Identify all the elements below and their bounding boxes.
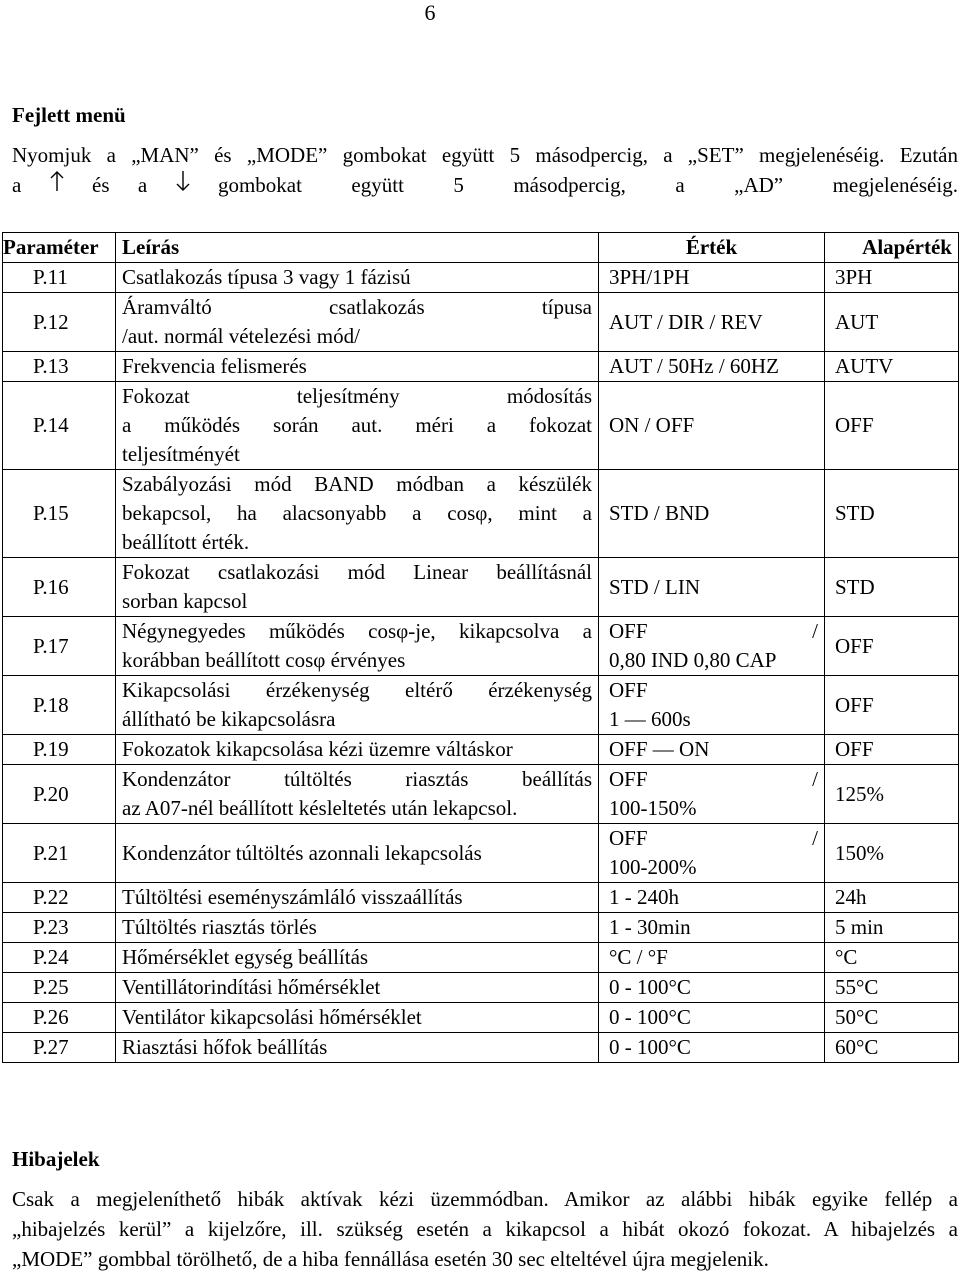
description-line: Szabályozási mód BAND módban a készülék: [122, 472, 592, 496]
description-cell: [116, 617, 599, 676]
param-cell: P.24: [3, 943, 116, 973]
table-row: [3, 943, 959, 973]
default-cell: 125%: [825, 765, 959, 824]
description-line: a működés során aut. méri a fokozat: [122, 413, 592, 437]
param-cell: P.17: [3, 617, 116, 676]
description-cell: [116, 1033, 599, 1063]
param-cell: P.14: [3, 382, 116, 470]
value-line: 100-200%: [609, 855, 697, 879]
default-cell: °C: [825, 943, 959, 973]
header-parameter: Paraméter: [3, 233, 116, 263]
default-cell: 60°C: [825, 1033, 959, 1063]
description-line: Fokozatok kikapcsolása kézi üzemre váltáskor: [122, 737, 513, 761]
table-row: [3, 382, 959, 470]
value-cell: [599, 617, 825, 676]
description-line: Kondenzátor túltöltés riasztás beállítás: [122, 767, 592, 791]
value-line: AUT / 50Hz / 60HZ: [609, 354, 779, 378]
table-row: [3, 1003, 959, 1033]
advanced-menu-instructions: [12, 140, 958, 200]
default-cell: AUT: [825, 293, 959, 352]
description-line: Ventillátorindítási hőmérséklet: [122, 975, 381, 999]
value-line: 1 - 30min: [609, 915, 691, 939]
description-line: állítható be kikapcsolásra: [122, 707, 336, 731]
instruction-line-1: Nyomjuk a „MAN” és „MODE” gombokat együtt 5 másodpercig, a „SET” megjelenéséig. Ezután: [12, 143, 958, 167]
table-row: [3, 824, 959, 883]
instruction-word: és: [92, 173, 110, 197]
value-line: OFF: [609, 678, 648, 702]
value-line: °C / °F: [609, 945, 668, 969]
description-cell: [116, 913, 599, 943]
value-cell: [599, 676, 825, 735]
description-cell: [116, 973, 599, 1003]
param-cell: P.15: [3, 470, 116, 558]
table-row: [3, 263, 959, 293]
value-line: AUT / DIR / REV: [609, 309, 763, 334]
table-row: [3, 470, 959, 558]
param-cell: P.22: [3, 883, 116, 913]
description-line: Túltöltés riasztás törlés: [122, 915, 317, 939]
table-row: [3, 617, 959, 676]
description-cell: [116, 943, 599, 973]
description-line: Fokozat teljesítmény módosítás: [122, 384, 592, 408]
table-header-row: [3, 233, 959, 263]
description-cell: [116, 676, 599, 735]
value-cell: [599, 1003, 825, 1033]
value-line: OFF /: [609, 826, 818, 850]
value-line: 0,80 IND 0,80 CAP: [609, 648, 777, 672]
default-cell: 3PH: [825, 263, 959, 293]
description-cell: [116, 765, 599, 824]
table-row: [3, 293, 959, 352]
description-cell: [116, 293, 599, 352]
value-cell: [599, 735, 825, 765]
instruction-word: a: [12, 173, 22, 197]
header-default: Alapérték: [825, 233, 959, 263]
default-cell: OFF: [825, 676, 959, 735]
param-cell: P.23: [3, 913, 116, 943]
description-line: Kondenzátor túltöltés azonnali lekapcsolás: [122, 840, 482, 865]
description-cell: [116, 263, 599, 293]
description-cell: [116, 352, 599, 382]
instruction-word: a: [137, 173, 148, 197]
value-line: 0 - 100°C: [609, 1035, 691, 1059]
description-cell: [116, 735, 599, 765]
default-cell: AUTV: [825, 352, 959, 382]
value-line: OFF — ON: [609, 737, 710, 761]
table-row: [3, 735, 959, 765]
default-cell: 55°C: [825, 973, 959, 1003]
description-line: az A07-nél beállított késleltetés után lekapcsol.: [122, 796, 518, 820]
value-cell: [599, 1033, 825, 1063]
value-cell: [599, 263, 825, 293]
value-cell: [599, 824, 825, 883]
description-cell: [116, 470, 599, 558]
value-cell: [599, 352, 825, 382]
description-line: Fokozat csatlakozási mód Linear beállításnál: [122, 560, 592, 584]
description-cell: [116, 1003, 599, 1033]
value-line: OFF /: [609, 767, 818, 791]
default-cell: OFF: [825, 382, 959, 470]
default-cell: 5 min: [825, 913, 959, 943]
value-cell: [599, 973, 825, 1003]
default-cell: STD: [825, 470, 959, 558]
description-line: Áramváltó csatlakozás típusa: [122, 295, 592, 319]
param-cell: P.25: [3, 973, 116, 1003]
description-line: Négynegyedes működés cosφ-je, kikapcsolva a: [122, 619, 592, 643]
instruction-line-2: [12, 170, 958, 200]
value-cell: [599, 913, 825, 943]
value-line: 1 — 600s: [609, 707, 691, 731]
description-line: Csatlakozás típusa 3 vagy 1 fázisú: [122, 265, 411, 289]
value-line: STD / LIN: [609, 574, 700, 599]
description-line: Ventilátor kikapcsolási hőmérséklet: [122, 1005, 422, 1029]
value-cell: [599, 382, 825, 470]
value-line: 0 - 100°C: [609, 975, 691, 999]
param-cell: P.27: [3, 1033, 116, 1063]
arrow-up-icon: [50, 170, 64, 200]
value-line: 1 - 240h: [609, 885, 679, 909]
description-line: bekapcsol, ha alacsonyabb a cosφ, mint a: [122, 501, 592, 525]
value-line: 100-150%: [609, 796, 697, 820]
advanced-menu-heading: Fejlett menü: [12, 103, 126, 127]
value-line: OFF /: [609, 619, 818, 643]
default-cell: STD: [825, 558, 959, 617]
description-line: /aut. normál vételezési mód/: [122, 324, 360, 348]
description-line: teljesítményét: [122, 442, 240, 466]
value-cell: [599, 765, 825, 824]
table-row: [3, 352, 959, 382]
header-description: Leírás: [116, 233, 599, 263]
description-cell: [116, 382, 599, 470]
table-row: [3, 558, 959, 617]
description-line: Túltöltési eseményszámláló visszaállítás: [122, 885, 463, 909]
description-line: korábban beállított cosφ érvényes: [122, 648, 406, 672]
value-cell: [599, 883, 825, 913]
table-row: [3, 883, 959, 913]
errors-line-1: Csak a megjeleníthető hibák aktívak kézi üzemmódban. Amikor az alábbi hibák egyike fellép a: [12, 1187, 958, 1211]
value-line: 3PH/1PH: [609, 265, 690, 289]
table-row: [3, 1033, 959, 1063]
value-line: ON / OFF: [609, 413, 695, 437]
table-row: [3, 913, 959, 943]
description-line: Kikapcsolási érzékenység eltérő érzékenység: [122, 678, 592, 702]
param-cell: P.20: [3, 765, 116, 824]
page-number: 6: [424, 0, 436, 25]
errors-heading: Hibajelek: [12, 1147, 100, 1171]
description-line: Hőmérséklet egység beállítás: [122, 945, 369, 969]
param-cell: P.21: [3, 824, 116, 883]
default-cell: 24h: [825, 883, 959, 913]
param-cell: P.19: [3, 735, 116, 765]
param-cell: P.12: [3, 293, 116, 352]
value-line: 0 - 100°C: [609, 1005, 691, 1029]
default-cell: 150%: [825, 824, 959, 883]
value-cell: [599, 470, 825, 558]
header-value: Érték: [599, 233, 825, 263]
default-cell: OFF: [825, 735, 959, 765]
value-cell: [599, 558, 825, 617]
description-cell: [116, 558, 599, 617]
description-line: sorban kapcsol: [122, 589, 248, 613]
param-cell: P.18: [3, 676, 116, 735]
description-line: Riasztási hőfok beállítás: [122, 1035, 328, 1059]
errors-line-2: „hibajelzés kerül” a kijelzőre, ill. szükség esetén a kikapcsol a hibát okozó fokozat. A hibajelzés a: [12, 1217, 958, 1241]
table-row: [3, 765, 959, 824]
value-cell: [599, 943, 825, 973]
errors-paragraph: [12, 1184, 958, 1274]
description-cell: [116, 883, 599, 913]
param-cell: P.26: [3, 1003, 116, 1033]
parameter-table: [2, 232, 959, 1063]
param-cell: P.11: [3, 263, 116, 293]
description-line: Frekvencia felismerés: [122, 354, 307, 378]
default-cell: OFF: [825, 617, 959, 676]
arrow-down-icon: [176, 170, 190, 200]
value-cell: [599, 293, 825, 352]
description-line: beállított érték.: [122, 530, 250, 554]
errors-line-3: „MODE” gombbal törölhető, de a hiba fennállása esetén 30 sec elteltével újra megjelenik.: [12, 1247, 769, 1271]
description-cell: [116, 824, 599, 883]
instruction-line-2-rest: gombokat együtt 5 másodpercig, a „AD” megjelenéséig.: [217, 173, 958, 197]
param-cell: P.16: [3, 558, 116, 617]
param-cell: P.13: [3, 352, 116, 382]
table-body: [3, 263, 959, 1063]
default-cell: 50°C: [825, 1003, 959, 1033]
value-line: STD / BND: [609, 501, 710, 525]
table-row: [3, 676, 959, 735]
table-row: [3, 973, 959, 1003]
